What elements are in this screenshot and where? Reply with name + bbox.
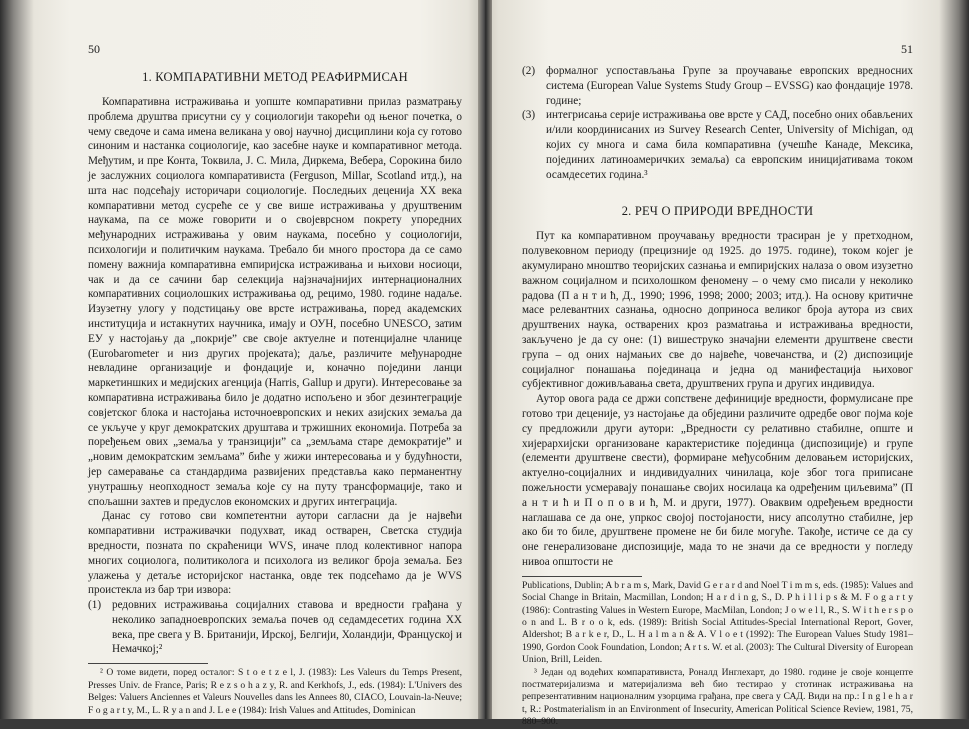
section-heading-1: 1. КОМПАРАТИВНИ МЕТОД РЕАФИРМИСАН — [142, 70, 408, 84]
list-item-text: интегрисања серије истраживања ове врсте у САД, посебно оних обављених и/или координисаних из Survey Research Center, University of Michigan, од којих су многа и сама била компаративна (учешће Канаде, Мексика, појединих латиноамеричких земаља) са европским иницијативама током осамдесетих година.³ — [546, 109, 913, 181]
book-gutter — [478, 0, 492, 719]
paragraph: Аутор овога рада се држи сопствене дефиниције вредности, формулисане пре готово три деценије, уз настојање да обједини различите одредбе овог појма које су предложили други аутори: „Вредности су релативно стабилне, опште и хијерархијски организоване карактеристике појединца (диспозиције) и групе (елементи друштвене свести), формиране међусобним деловањем историјских, актуелно-социјалних и индивидуалних чинилаца, које због тога приписане пожељности усмеравају понашање својих носилаца ка одређеним циљевима” (П а н т и ћ и П о п о в и ћ, М. и други, 1977). Оваквим одређењем вредности наглашава се да оне, упркос својој постојаности, нису апсолутно стабилне, јер ако би то биле, друштвене промене не би биле могуће. Такође, истиче се да су оне генерализоване диспозиције, мада то не значи да се вредности у погледу нивоа општости не — [522, 393, 913, 568]
list-marker: (2) — [522, 65, 536, 77]
section-heading-2: 2. РЕЧ О ПРИРОДИ ВРЕДНОСТИ — [621, 204, 814, 219]
list-item — [88, 598, 462, 657]
paragraph: Компаративна истраживања и уопште компаративни прилаз разматрању проблема друштва присутни су у социологији такорећи од њеног почетка, о чему сведоче и сама имена великана у овој научној дисциплини која су готово синоним и настанка социологије, као засебне науке и компаративног метода. Међутим, и пре Конта, Токвила, Ј. С. Мила, Диркема, Вебера, Сорокина било је заслужних социолога компаративиста (Ferguson, Millar, Scotland итд.), на шта нас подсећају историчари социологије. Последњих деценија XX века компаративни метод сусреће се у све више истраживања у друштвеним наукама, па се може говорити и о својеврсном покрету упоредних међународних истраживања у овим наукама, посебно у социологији, психологији и политичким наукама. Требало би много простора да се само помену важнија компаративна емпиријска истраживања и њихови носиоци, чак и да се сачини бар селекција најзначајнијих интернационалних компаративних социолошких истраживања од, рецимо, 1980. године надаље. Изузетну улогу у подстицању ове врсте истраживања, поред академских институција и истакнутих научника, имају и ОУН, посебно UNESCO, затим ЕУ у настојању да „покрије” све своје актуелне и потенцијалне чланице (Eurobarometer и низ других пројеката); даље, различите међународне невладине организације и фондације и, коначно поједини ланци маркетиншких и медијских агенција (Harris, Gallup и други). Интересовање за компаративна истраживања било је додатно испољено и због дезинтеграције совјетског блока и настојања источноевропских и неких азијских земаља да се укључе у круг демократских друштава и тржишних економија. Потреба за поређењем ових „земаља у транзицији” са „земљама старе демократије” и „новим демократским земљама” биће у жижи интересовања и у будућности, јер самеравање са стандардима развијених представља како перманентну унутрашњу неопходност земаља које су на путу трансформације, тако и спољашни захтев и предуслов економских и других интеграција. — [88, 96, 462, 508]
page-number-left: 50 — [88, 42, 100, 56]
list-marker: (1) — [88, 599, 102, 612]
list-item-text: редовних истраживања социјалних ставова и вредности грађана у неколико западноевропских земаља почев од седамдесетих година XX века, пре свега у В. Британији, Ирској, Белгији, Холандији, Француској и Немачкој;² — [112, 599, 462, 656]
footnote: ³ Један од водећих компаративиста, Роналд Инглехарт, до 1980. године је своје концепте постматеријализма и материјализма већ био тестирао у стотинак истраживања на репрезентативним националним узорцима грађана, пре свега у САД. Види на пр.: I n g l e h a r t, R.: Postmaterialism in an Environment of Insecurity, American Political Science Review, 1981, 75, 880–900. — [522, 666, 913, 728]
right-page — [482, 0, 969, 728]
list-marker: (3) — [522, 109, 536, 122]
footnote-divider — [522, 576, 642, 577]
page-number-right: 51 — [901, 42, 913, 56]
paragraph: Данас су готово сви компетентни аутори сагласни да је највећи компаративни истраживачки подухват, икад остварен, Светска студија вредности, позната по скраћеници WVS, иначе плод колективног напора многих социолога, политиколога и психолога из великог броја земаља. Без улажења у детаље историјског настанка, овде тек подсећамо да је WVS проистекла из бар три извора: — [88, 510, 462, 597]
footnote-divider — [88, 663, 208, 664]
footnote-continued: Publications, Dublin; A b r a m s, Mark, David G e r a r d and Noel T i m m s, eds. (1985): Values and Social Change in Britain, Macmillan, London; H a r d i n g, S., D. P h i l l i p s & M. F o g a r t y (1986): Contrasting Values in Western Europe, MacMilan, London; J o w e l l, R., S. W i t h e r s p o o n and L. B r o o k, eds. (1989): British Social Attitudes-Special International Report, Gover, Aldershot; B a r k e r, D., L. H a l m a n & A. V l o e t (1992): The European Values Study 1981–1990, Gordon Cook Foundation, London; A r t s. W. et al. (2003): The Cultural Diversity of European Union, Brill, Leiden. — [522, 579, 913, 666]
list-item — [522, 108, 913, 182]
source-list-continued — [522, 64, 913, 182]
left-page — [0, 0, 482, 719]
footnote: ² О томе видети, поред осталог: S t o e t z e l, J. (1983): Les Valeurs du Temps Present, Presses Univ. de France, Paris; R e z s o h a z y, R. and Kerkhofs, J., eds. (1984): L'Univers des Belges: Valuers Anciennes et Valeurs Nouvelles dans les Annees 80, CIACO, Louvain-la-Neuve; F o g a r t y, M., L. R y a n and J. L e e (1984): Irish Values and Attitudes, Dominican — [88, 667, 462, 716]
paragraph: Пут ка компаративном проучавању вредности трасиран је у претходном, полувековном периоду (прецизније од 1925. до 1975. године), током којег је акумулирано мноштво теоријских сазнања и емпиријских налаза о овом изузетно важном социјалном и психолошком феномену – о чему смо писали у неколико радова (П а н т и ћ, Д., 1990; 1996, 1998; 2000; 2003; итд.). На основу критичне масе релевантних сазнања, односно доприноса великог броја аутора из свих друштвених наука, остварених кроз размatrања и истраживања вредности, закључено је да су оне: (1) вишеструко значајни елементи друштвене свести група – од оних најмањих све до највеће, човечанства, и (2) диспозиције социјалног понашања појединаца и једна од манифестација њиховог субјективног доживљавања света, друштвених група и других индивидуа. — [522, 230, 913, 391]
source-list — [88, 598, 462, 657]
list-item-text: формалног успостављања Групе за проучавање европских вредносних система (European Value Systems Study Group – EVSSG) као фондације 1978. године; — [546, 65, 913, 107]
list-item — [522, 64, 913, 108]
